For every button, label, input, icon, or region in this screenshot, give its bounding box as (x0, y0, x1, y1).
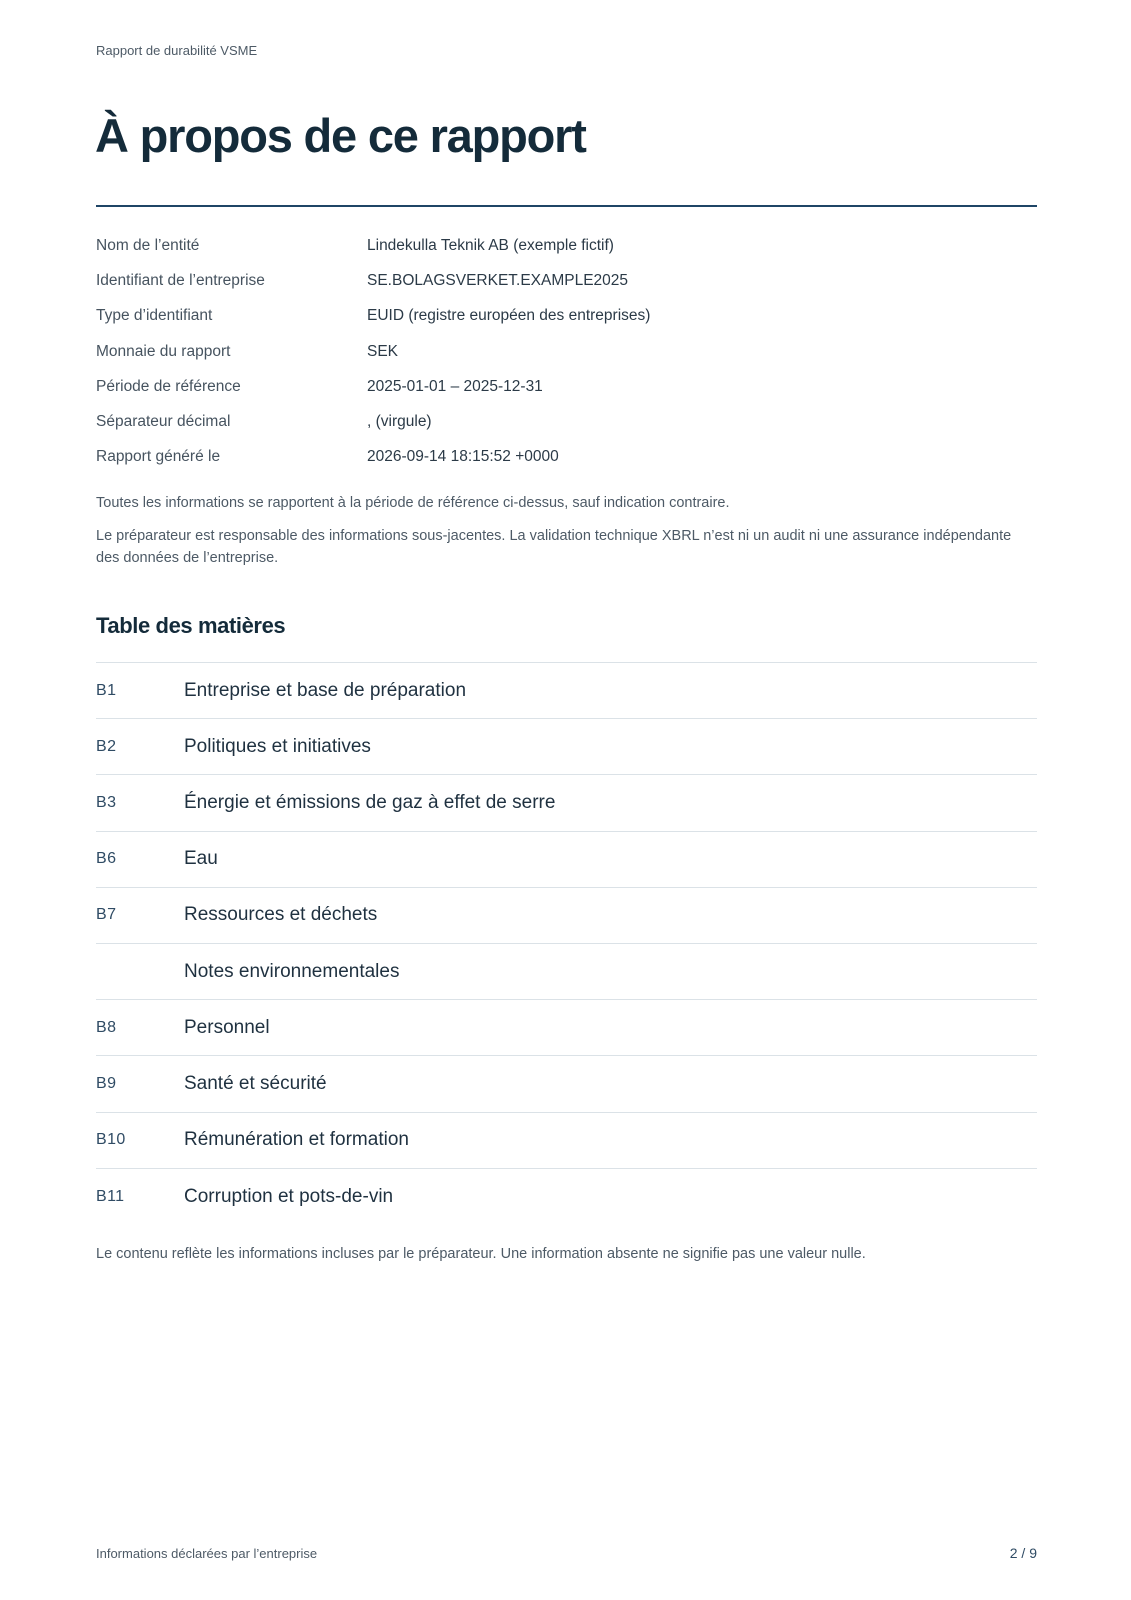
meta-value: SE.BOLAGSVERKET.EXAMPLE2025 (367, 271, 629, 289)
toc-item-b8[interactable] (96, 1000, 1037, 1056)
meta-value: 2025-01-01 – 2025-12-31 (367, 377, 543, 395)
toc-item-b1[interactable] (96, 663, 1037, 719)
reference-period-note: Toutes les informations se rapportent à la période de référence ci-dessus, sauf indication contraire. (96, 495, 730, 511)
toc-item-title: Ressources et déchets (184, 904, 378, 926)
meta-row-currency (96, 334, 1037, 369)
meta-row-generated-at (96, 440, 1037, 475)
toc-item-title: Eau (184, 848, 218, 870)
meta-label: Nom de l’entité (96, 236, 200, 254)
meta-label: Identifiant de l’entreprise (96, 271, 265, 289)
title-divider (96, 205, 1037, 207)
table-of-contents (96, 662, 1037, 1225)
toc-item-b10[interactable] (96, 1113, 1037, 1169)
toc-item-code: B9 (96, 1074, 117, 1092)
toc-item-title: Personnel (184, 1016, 270, 1038)
toc-item-title: Corruption et pots-de-vin (184, 1185, 394, 1207)
meta-row-reporting-period (96, 369, 1037, 404)
meta-value: , (virgule) (367, 413, 432, 431)
toc-item-title: Énergie et émissions de gaz à effet de serre (184, 791, 556, 813)
toc-item-title: Notes environnementales (184, 960, 400, 982)
toc-item-b3[interactable] (96, 775, 1037, 831)
toc-item-code: B6 (96, 850, 117, 868)
meta-row-decimal-separator (96, 404, 1037, 439)
toc-item-b2[interactable] (96, 719, 1037, 775)
meta-value: SEK (367, 342, 399, 360)
meta-label: Monnaie du rapport (96, 342, 231, 360)
toc-item-code: B3 (96, 793, 117, 811)
toc-item-title: Entreprise et base de préparation (184, 679, 467, 701)
meta-row-entity-name (96, 228, 1037, 263)
meta-row-company-identifier (96, 263, 1037, 298)
page-title: À propos de ce rapport (95, 109, 586, 162)
toc-item-code: B7 (96, 906, 117, 924)
toc-heading: Table des matières (96, 613, 286, 638)
meta-label: Séparateur décimal (96, 413, 231, 431)
toc-item-code: B10 (96, 1131, 126, 1149)
toc-item-code: B8 (96, 1018, 117, 1036)
content-disclaimer: Le contenu reflète les informations incluses par le préparateur. Une information absente ne signifie pas une valeur nulle. (96, 1246, 866, 1262)
meta-label: Rapport généré le (96, 448, 221, 466)
meta-label: Type d’identifiant (96, 307, 213, 325)
report-metadata-table (96, 228, 1037, 475)
toc-item-code: B11 (96, 1187, 125, 1205)
toc-item-code: B2 (96, 737, 117, 755)
meta-row-identifier-type (96, 299, 1037, 334)
toc-item-b9[interactable] (96, 1056, 1037, 1112)
meta-value: Lindekulla Teknik AB (exemple fictif) (367, 236, 614, 254)
toc-item-title: Rémunération et formation (184, 1129, 409, 1151)
meta-label: Période de référence (96, 377, 241, 395)
toc-item-environmental-notes[interactable] (96, 944, 1037, 1000)
page-number: 2 / 9 (1009, 1545, 1037, 1561)
responsibility-note: Le préparateur est responsable des informations sous-jacentes. La validation technique XBRL n’est ni un audit ni une assurance indépendante des données de l’entreprise. (96, 528, 1012, 566)
toc-item-title: Politiques et initiatives (184, 735, 371, 757)
toc-item-b7[interactable] (96, 888, 1037, 944)
meta-value: EUID (registre européen des entreprises) (367, 307, 651, 325)
toc-item-b11[interactable] (96, 1169, 1037, 1225)
toc-item-code: B1 (96, 681, 117, 699)
running-footer: Informations déclarées par l’entreprise (96, 1546, 318, 1561)
toc-item-b6[interactable] (96, 832, 1037, 888)
toc-item-title: Santé et sécurité (184, 1072, 327, 1094)
running-header: Rapport de durabilité VSME (96, 43, 258, 58)
meta-value: 2026-09-14 18:15:52 +0000 (367, 448, 559, 466)
